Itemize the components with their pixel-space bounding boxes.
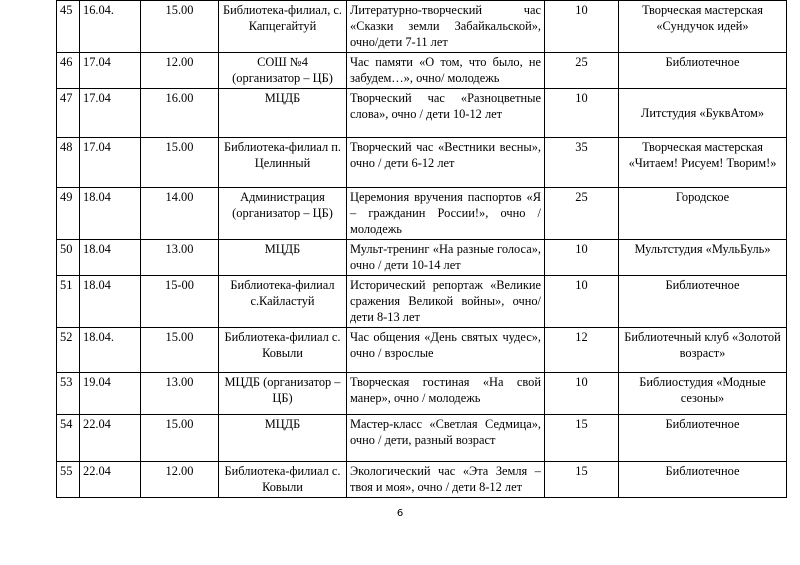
table-row [57, 138, 787, 188]
row-number-cell: 48 [57, 138, 80, 188]
event-cell: Творческий час «Вестники весны», очно / дети 6-12 лет [347, 138, 545, 188]
participants-cell: 15 [545, 415, 619, 462]
row-number-cell: 52 [57, 328, 80, 373]
time-cell: 15.00 [141, 415, 219, 462]
table-row [57, 276, 787, 328]
time-cell: 15-00 [141, 276, 219, 328]
participants-cell: 25 [545, 53, 619, 89]
date-cell: 17.04 [80, 138, 141, 188]
row-number-cell: 53 [57, 373, 80, 415]
event-cell: Мастер-класс «Светлая Седмица», очно / дети, разный возраст [347, 415, 545, 462]
event-cell: Час общения «День святых чудес», очно / взрослые [347, 328, 545, 373]
row-number-cell: 46 [57, 53, 80, 89]
event-cell: Час памяти «О том, что было, не забудем…», очно/ молодежь [347, 53, 545, 89]
time-cell: 16.00 [141, 89, 219, 138]
date-cell: 17.04 [80, 89, 141, 138]
time-cell: 15.00 [141, 1, 219, 53]
table-row [57, 53, 787, 89]
venue-cell: Библиотека-филиал с. Ковыли [219, 328, 347, 373]
time-cell: 13.00 [141, 240, 219, 276]
venue-cell: МЦДБ [219, 240, 347, 276]
row-number-cell: 51 [57, 276, 80, 328]
row-number-cell: 54 [57, 415, 80, 462]
format-cell: Библиотечное [619, 415, 787, 462]
table-row [57, 415, 787, 462]
time-cell: 12.00 [141, 462, 219, 498]
venue-cell: Библиотека-филиал с.Кайластуй [219, 276, 347, 328]
event-cell: Церемония вручения паспортов «Я – гражданин России!», очно / молодежь [347, 188, 545, 240]
page-number: 6 [396, 508, 404, 519]
table-row [57, 373, 787, 415]
participants-cell: 10 [545, 373, 619, 415]
venue-cell: Библиотека-филиал п. Целинный [219, 138, 347, 188]
participants-cell: 10 [545, 89, 619, 138]
date-cell: 18.04 [80, 240, 141, 276]
table-row [57, 188, 787, 240]
date-cell: 22.04 [80, 462, 141, 498]
participants-cell: 10 [545, 276, 619, 328]
table-row [57, 1, 787, 53]
event-cell: Мульт-тренинг «На разные голоса», очно / дети 10-14 лет [347, 240, 545, 276]
format-cell: Мультстудия «МульБуль» [619, 240, 787, 276]
format-cell: Творческая мастерская «Читаем! Рисуем! Творим!» [619, 138, 787, 188]
event-cell: Экологический час «Эта Земля – твоя и моя», очно / дети 8-12 лет [347, 462, 545, 498]
participants-cell: 15 [545, 462, 619, 498]
time-cell: 13.00 [141, 373, 219, 415]
date-cell: 18.04 [80, 188, 141, 240]
time-cell: 15.00 [141, 328, 219, 373]
venue-cell: Библиотека-филиал с. Ковыли [219, 462, 347, 498]
time-cell: 12.00 [141, 53, 219, 89]
format-cell: Литстудия «БуквАтом» [619, 89, 787, 138]
participants-cell: 12 [545, 328, 619, 373]
table-row [57, 462, 787, 498]
venue-cell: МЦДБ (организатор –ЦБ) [219, 373, 347, 415]
participants-cell: 10 [545, 240, 619, 276]
participants-cell: 25 [545, 188, 619, 240]
date-cell: 18.04 [80, 276, 141, 328]
format-cell: Библиостудия «Модные сезоны» [619, 373, 787, 415]
venue-cell: Администрация (организатор – ЦБ) [219, 188, 347, 240]
date-cell: 19.04 [80, 373, 141, 415]
event-cell: Исторический репортаж «Великие сражения Великой войны», очно/ дети 8-13 лет [347, 276, 545, 328]
table-row [57, 89, 787, 138]
date-cell: 16.04. [80, 1, 141, 53]
format-cell: Библиотечное [619, 276, 787, 328]
event-cell: Литературно-творческий час «Сказки земли Забайкальской», очно/дети 7-11 лет [347, 1, 545, 53]
format-cell: Библиотечное [619, 53, 787, 89]
date-cell: 18.04. [80, 328, 141, 373]
format-cell: Библиотечное [619, 462, 787, 498]
row-number-cell: 50 [57, 240, 80, 276]
venue-cell: МЦДБ [219, 89, 347, 138]
format-cell: Библиотечный клуб «Золотой возраст» [619, 328, 787, 373]
date-cell: 17.04 [80, 53, 141, 89]
format-cell: Творческая мастерская «Сундучок идей» [619, 1, 787, 53]
format-cell: Городское [619, 188, 787, 240]
venue-cell: Библиотека-филиал, с. Капцегайтуй [219, 1, 347, 53]
event-cell: Творческий час «Разноцветные слова», очно / дети 10-12 лет [347, 89, 545, 138]
venue-cell: СОШ №4 (организатор – ЦБ) [219, 53, 347, 89]
participants-cell: 10 [545, 1, 619, 53]
time-cell: 15.00 [141, 138, 219, 188]
event-cell: Творческая гостиная «На свой манер», очно / молодежь [347, 373, 545, 415]
table-row [57, 328, 787, 373]
row-number-cell: 45 [57, 1, 80, 53]
events-table [56, 0, 787, 498]
row-number-cell: 49 [57, 188, 80, 240]
time-cell: 14.00 [141, 188, 219, 240]
row-number-cell: 47 [57, 89, 80, 138]
venue-cell: МЦДБ [219, 415, 347, 462]
date-cell: 22.04 [80, 415, 141, 462]
participants-cell: 35 [545, 138, 619, 188]
table-row [57, 240, 787, 276]
row-number-cell: 55 [57, 462, 80, 498]
